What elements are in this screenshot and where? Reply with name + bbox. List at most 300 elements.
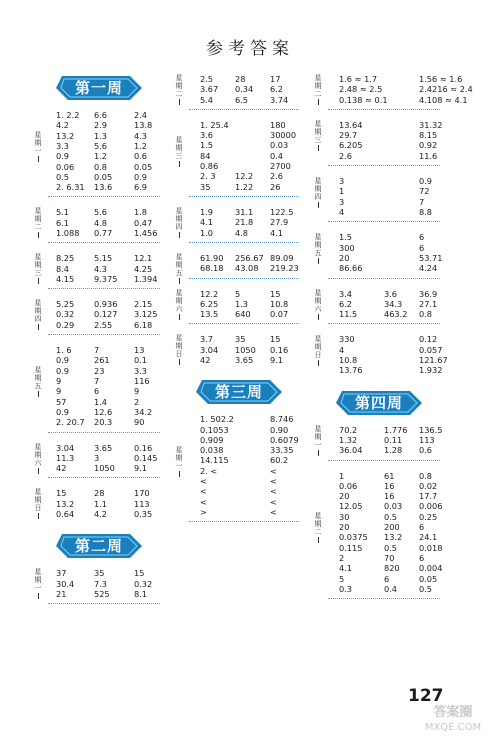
day-label-char: 星 [314,288,322,297]
day-label-bar [318,450,319,456]
answer-value: 1.1 [94,498,108,509]
answer-value: 28 [235,74,246,84]
answer-value: 0.9 [56,151,70,162]
day-label-char: 六 [34,458,42,467]
answer-value: 0.0375 [339,532,368,543]
answer-value: 0.6 [419,445,433,456]
day-label-char: 期 [175,296,183,305]
answer-value: 2.9 [94,120,108,131]
section-divider [328,165,440,166]
answer-value: 7 [94,375,100,386]
answer-value: 0.1053 [200,424,229,435]
answer-value: 1.776 [384,424,408,435]
answer-value: 20.3 [94,417,113,428]
answer-value: 0.16 [134,442,153,453]
answer-value: 3.6 [384,288,398,299]
answer-value: 29.7 [339,130,358,141]
answer-value: 17 [270,74,281,84]
answer-value: 5.6 [94,140,108,151]
day-label-bar [38,593,39,599]
answer-value: 6.25 [200,298,219,309]
day-label-char: 日 [314,350,322,359]
section-divider [48,288,160,289]
day-section [175,120,303,192]
answer-value: < [200,496,207,507]
page-title: 参考答案 [206,39,294,59]
section-divider [189,242,299,243]
answer-value: 53.71 [419,252,443,263]
answer-value: 1.394 [134,273,158,284]
day-label-bar [179,161,180,167]
answer-value: 2.4 [134,110,148,120]
day-label-char: 星 [175,135,183,144]
answer-value: 8.25 [56,253,75,264]
answer-value: 20 [339,522,350,532]
answer-value: 0.8 [94,161,108,172]
day-label [314,512,322,544]
answer-value: 9 [56,386,62,397]
answer-value: 7 [94,345,100,356]
answer-value: 12.1 [134,253,153,264]
answer-value: 0.936 [94,299,118,310]
answer-value: 0.06 [56,161,75,172]
day-label-char: 期 [314,296,322,305]
day-section [314,425,444,456]
answer-value: 0.145 [134,452,158,463]
day-label-char: 星 [314,74,322,82]
answer-value: 1.0 [200,227,214,238]
day-section [175,74,303,105]
answer-value: 6.9 [134,182,148,193]
day-label-char: 二 [175,90,183,98]
answer-value: 2. 3 [200,171,216,182]
section-divider [328,323,440,324]
answer-value: 2.48 ≈ 2.5 [339,84,383,95]
day-label-bar [179,359,180,365]
day-label-bar [179,232,180,238]
answer-value: 2.55 [94,319,113,330]
answer-value: 4 [339,206,345,217]
answer-value: < [270,476,277,487]
day-label-bar [179,314,180,320]
answer-value: 6.2 [339,298,353,309]
answer-value: 0.9 [134,171,148,182]
day-label-char: 星 [34,568,42,577]
answer-value: 6.1 [56,217,70,228]
answer-value: 12.2 [200,288,219,299]
answer-value: 0.06 [339,480,358,491]
answer-value: 0.92 [419,140,438,151]
answer-value: 525 [94,588,110,599]
answer-value: 2.15 [134,299,153,310]
answer-value: 15 [270,288,281,299]
answer-value: 13 [134,345,145,356]
answer-value: 31.32 [419,119,443,130]
answer-value: 6 [384,573,390,584]
answer-value: 1.56 ≈ 1.6 [419,74,463,84]
answer-value: 1.3 [94,130,108,141]
week-badge-label: 第一周 [74,79,123,97]
answer-value: 0.5 [384,511,398,522]
day-label-char: 星 [34,207,42,216]
answer-value: < [270,486,277,497]
answer-value: 2700 [270,161,291,172]
week-badge [336,391,422,415]
day-label-char: 期 [34,139,42,148]
answer-value: 300 [339,242,355,253]
day-label-char: 期 [314,432,322,441]
answer-value: 219.23 [270,263,299,274]
answer-value: 4.3 [94,263,108,274]
answer-value: 0.6 [134,151,148,162]
answer-value: 0.25 [419,511,438,522]
answer-value: 3.04 [56,442,75,453]
answer-value: 3.125 [134,309,158,320]
section-divider [48,603,160,604]
day-label-bar [38,391,39,397]
answer-value: 20 [339,252,350,263]
answer-value: 0.05 [419,573,438,584]
week-badge [196,380,282,404]
watermark-logo [410,702,496,734]
answer-value: 0.018 [419,542,443,553]
answer-value: 5.1 [56,207,70,218]
day-label-char: 期 [34,576,42,585]
answer-value: 261 [94,355,110,366]
day-label-char: 期 [175,215,183,223]
answer-value: 1.932 [419,365,443,376]
answer-value: 1.6 ≈ 1.7 [339,74,378,84]
answer-value: 1.2 [94,151,108,162]
answer-value: 6.5 [235,94,249,105]
day-section [34,110,164,192]
answer-value: 820 [384,563,400,574]
answer-value: 68.18 [200,263,224,274]
answer-value: 0.9 [419,176,433,187]
answer-value: 0.05 [134,161,153,172]
answer-value: 23 [94,365,105,376]
answer-value: 0.006 [419,501,443,512]
answer-value: 3 [339,176,345,187]
answer-value: 0.05 [94,171,113,182]
day-section [34,207,164,238]
day-label [34,366,42,398]
answer-value: 7 [419,196,425,207]
answer-value: 0.03 [270,140,289,151]
page-number: 127 [408,686,444,706]
answer-value: 6 [94,386,100,397]
answer-value: 5.4 [200,94,214,105]
answer-value: 13.76 [339,365,363,376]
answer-value: 70.2 [339,424,358,435]
answer-value: 1.4 [94,396,108,407]
answer-value: 1.8 [134,207,148,218]
day-label-char: 期 [314,342,322,351]
answer-value: 5.6 [94,207,108,218]
day-label-char: 二 [34,223,42,232]
answer-value: 11.5 [339,309,358,320]
answer-value: 12.05 [339,501,363,512]
answer-value: 0.9 [56,355,70,366]
section-divider [328,598,440,599]
day-section [34,443,164,474]
answer-value: 3.67 [200,84,219,95]
answer-value: 0.057 [419,344,443,355]
answer-value: 9 [134,386,140,397]
answer-value: 0.909 [200,434,224,445]
day-label [314,289,322,321]
answer-value: 6 [419,522,425,532]
day-label-char: 星 [34,488,42,497]
day-label-char: 期 [175,143,183,152]
answer-value: 30000 [270,130,297,141]
answer-value: 4.1 [200,217,214,228]
answer-value: 0.12 [419,334,438,345]
day-label-bar [318,202,319,208]
answer-value: 0.038 [200,445,224,456]
week-badge-label: 第四周 [354,393,403,412]
answer-value: 35 [94,568,105,579]
day-section [314,334,448,376]
day-label-bar [38,324,39,330]
day-label-bar [38,278,39,284]
answer-value: 35 [235,334,246,345]
section-divider [48,477,160,478]
answer-value: 1.5 [200,140,214,151]
answer-value: 13.6 [94,182,113,193]
section-divider [48,242,160,243]
day-label-char: 日 [34,504,42,513]
answer-value: 1. 6 [56,345,72,356]
day-label-char: 星 [314,334,322,343]
answer-value: 200 [384,522,400,532]
day-section [175,289,303,320]
day-label-char: 四 [314,192,322,201]
answer-value: 113 [134,498,150,509]
answer-value: 61 [384,470,395,481]
answer-value: 0.9 [56,365,70,376]
day-label-bar [318,360,319,366]
answer-value: 4.8 [94,217,108,228]
day-label-char: 四 [175,223,183,231]
answer-value: 6 [419,242,425,253]
day-section [175,207,303,238]
answer-value: 15 [56,488,67,499]
answer-value: < [270,465,277,476]
day-section [34,253,164,284]
day-label-char: 四 [34,315,42,324]
answer-value: 6 [419,552,425,563]
answer-value: 5 [339,573,345,584]
day-label-char: 星 [175,445,183,454]
day-label [314,74,322,106]
answer-value: 10.8 [270,298,289,309]
answer-value: 1.22 [235,181,254,192]
answer-value: 13.2 [384,532,403,543]
day-label-char: 二 [314,528,322,537]
answer-value: 1.2 [134,140,148,151]
day-section [34,488,164,519]
day-label-char: 六 [314,304,322,313]
answer-value: 2 [134,396,140,407]
answer-value: 1. 25.4 [200,119,229,130]
answer-value: 3.04 [200,344,219,355]
section-divider [328,109,440,110]
answer-value: 4 [339,344,345,355]
answer-value: 31.1 [235,207,254,217]
answer-value: 1 [339,470,345,481]
answer-value: 12.6 [94,406,113,417]
day-label-char: 星 [314,176,322,185]
answer-value: 1.088 [56,227,80,238]
day-label-bar [179,471,180,477]
day-label-char: 一 [34,147,42,156]
answer-value: 84 [200,150,211,161]
answer-value: 13.5 [200,309,219,320]
day-label-char: 五 [175,268,183,277]
answer-value: 30 [339,511,350,522]
day-label [175,446,183,478]
answer-value: 116 [134,375,150,386]
answer-value: 13.2 [56,130,75,141]
day-label-char: 三 [34,269,42,278]
answer-value: 3.7 [200,334,214,345]
answer-value: 35 [200,181,211,192]
answer-value: 170 [134,488,150,499]
day-label [34,568,42,600]
answer-value: 0.86 [200,161,219,172]
answer-value: 2. 6.31 [56,182,85,193]
answer-value: 42 [56,463,67,474]
day-label-char: 星 [175,207,183,215]
answer-value: 4.24 [419,263,438,274]
answer-value: 2.6 [339,150,353,161]
answer-value: 15 [270,334,281,345]
answer-value: 4.15 [56,273,75,284]
answer-value: < [200,476,207,487]
section-divider [48,334,160,335]
day-label [175,136,183,168]
day-label-bar [179,99,180,105]
day-label-char: 星 [34,131,42,140]
answer-value: 2. < [200,465,218,476]
answer-value: 0.4 [384,583,398,594]
answer-value: 1.9 [200,207,214,217]
day-label-char: 星 [314,512,322,521]
answer-value: 136.5 [419,424,443,435]
answer-value: 4.2 [94,508,108,519]
answer-value: 121.67 [419,354,448,365]
answer-value: 0.1 [134,355,148,366]
day-label-char: 期 [314,82,322,90]
day-label-char: 星 [34,366,42,375]
answer-value: 8.4 [56,263,70,274]
day-label [175,207,183,239]
day-label-bar [38,156,39,162]
answer-value: 8.1 [134,588,148,599]
answer-value: 34.3 [384,298,403,309]
week-badge-label: 第三周 [214,383,263,402]
day-label-char: 星 [314,424,322,433]
answer-value: 0.115 [339,542,363,553]
day-label-char: 期 [175,342,183,351]
day-label-char: 星 [314,232,322,241]
answer-value: 34.2 [134,406,153,417]
answer-value: 72 [419,186,430,197]
answer-value: 0.77 [94,227,113,238]
answer-value: 0.8 [419,309,433,320]
answer-value: 42 [200,354,211,365]
answer-value: 36.04 [339,445,363,456]
answer-value: 0.64 [56,508,75,519]
week-badge-label: 第二周 [74,537,123,556]
answer-value: 90 [134,417,145,428]
answer-value: 3.65 [94,442,113,453]
answer-value: 0.02 [419,480,438,491]
day-label [175,253,183,285]
day-label-char: 期 [314,184,322,193]
answer-value: 0.6079 [270,434,299,445]
answer-value: 13.8 [134,120,153,131]
answer-value: 3.74 [270,94,289,105]
answer-value: 0.47 [134,217,153,228]
day-section [34,568,164,599]
week-badge [56,76,142,100]
answer-value: 89.09 [270,252,294,263]
day-label [314,177,322,209]
day-section [314,471,444,595]
answer-value: < [270,496,277,507]
answer-value: 0.127 [94,309,118,320]
answer-value: 33.35 [270,445,294,456]
day-label-char: 五 [34,382,42,391]
answer-value: 0.32 [134,578,153,589]
section-divider [189,196,299,197]
answer-value: 0.138 ≈ 0.1 [339,94,388,105]
answer-value: 1.3 [235,298,249,309]
answer-value: 9 [56,375,62,386]
answer-value: 20 [339,491,350,502]
answer-value: 61.90 [200,252,224,263]
section-divider [189,521,299,522]
answer-value: 0.5 [56,171,70,182]
answer-value: 0.8 [419,470,433,481]
day-label-char: 五 [314,248,322,257]
day-label-char: 星 [34,253,42,262]
answer-value: 28 [94,488,105,499]
answer-value: 27.1 [419,298,438,309]
answer-value: 1. 2.2 [56,110,80,120]
section-divider [328,460,440,461]
answer-value: 5.15 [94,253,113,264]
answer-value: 1.28 [384,445,403,456]
day-label-char: 一 [314,440,322,449]
day-label [34,488,42,520]
day-label-char: 期 [34,261,42,270]
answer-value: 3.4 [339,288,353,299]
day-label-bar [318,145,319,151]
answer-value: 3 [94,452,100,463]
answer-value: 43.08 [235,263,259,274]
answer-value: 4.25 [134,263,153,274]
answer-value: 0.03 [384,501,403,512]
answer-value: 1.32 [339,434,358,445]
day-section [175,414,303,517]
day-label-bar [318,99,319,105]
answer-value: 10.8 [339,354,358,365]
answer-value: 70 [384,552,395,563]
answer-value: 4.8 [235,227,249,238]
